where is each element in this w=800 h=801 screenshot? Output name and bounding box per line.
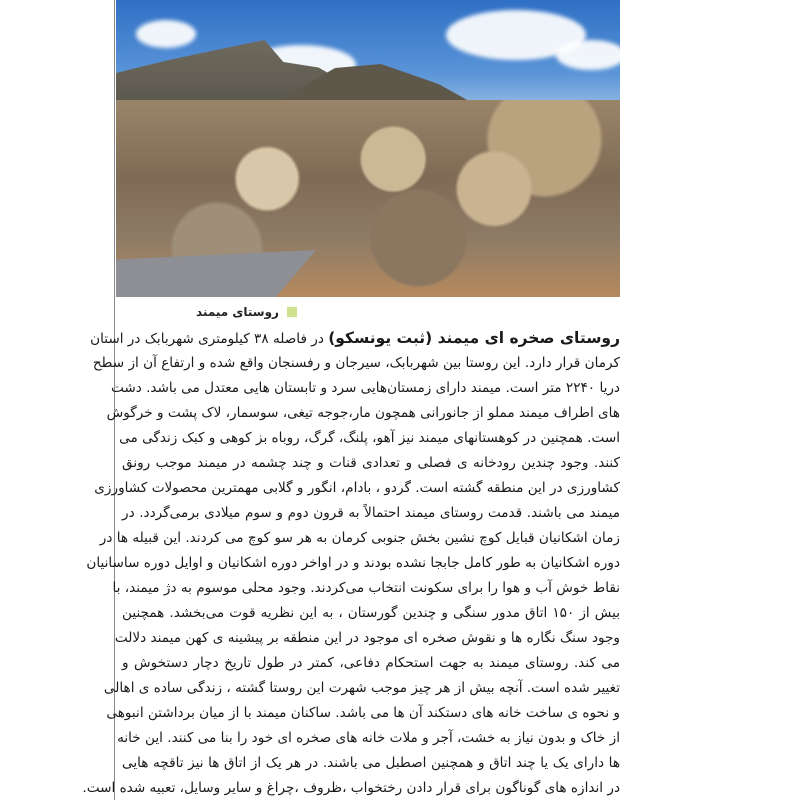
- text-line: و نحوه ی ساخت خانه های دستکند آن ها می باشد. ساکنان میمند با از میان برداشتن انبوهی: [106, 705, 620, 721]
- text-line: است. همچنین در کوهستانهای میمند نیز آهو، پلنگ، گرگ، روباه بز کوهی و کبک زندگی می: [119, 430, 620, 446]
- text-line: از خاک و بدون نیاز به خشت، آجر و ملات خانه های صخره ای خود را بنا می کنند. این خانه: [117, 730, 620, 746]
- text-line: بیش از ۱۵۰ اتاق مدور سنگی و چندین گورستان ، به این نظریه قوت می‌بخشد. همچنین: [122, 605, 620, 621]
- text-line: [90, 326, 620, 351]
- article-body: [82, 326, 620, 801]
- text-line: های اطراف میمند مملو از جانورانی همچون مار،جوجه تیغی، سوسمار، لاک پشت و خرگوش: [106, 405, 620, 421]
- text-span: در فاصله ۳۸ کیلومتری شهربابک در استان: [90, 331, 329, 347]
- caption-text: روستای میمند: [196, 305, 279, 319]
- text-line: نقاط خوش آب و هوا را برای سکونت انتخاب می‌کردند. وجود محلی موسوم به دژ میمند، با: [112, 580, 620, 596]
- text-line: کنند. وجود چندین رودخانه ی فصلی و تعدادی قنات و چند چشمه در میمند موجب رونق: [122, 455, 620, 471]
- text-line: تغییر شده است. آنچه بیش از هر چیز موجب شهرت این روستا گشته ، زندگی ساده ی اهالی: [103, 680, 620, 696]
- text-line: دریا ۲۲۴۰ متر است. میمند دارای زمستان‌هایی سرد و تابستان هایی معتدل می باشد. دشت: [110, 380, 620, 396]
- text-line: کرمان قرار دارد. این روستا بین شهربابک، سیرجان و رفسنجان واقع شده و ارتفاع آن از سطح: [92, 355, 620, 371]
- text-line: می کند. روستای میمند به جهت استحکام دفاعی، کمتر در طول تاریخ دچار دستخوش و: [122, 655, 620, 671]
- text-line: دوره اشکانیان به طور کامل جابجا نشده بودند و در اواخر دوره اشکانیان و اوایل دوره ساسانیان: [86, 555, 620, 571]
- text-line: کشاورزی در این منطقه گشته است. گردو ، بادام، انگور و گلابی مهمترین محصولات کشاورزی: [94, 480, 620, 496]
- meymand-village-photo: [116, 0, 620, 297]
- caption-square-marker: [287, 307, 297, 317]
- text-line: وجود سنگ نگاره ها و نقوش صخره ای موجود در این منطقه بر پیشینه ی کهن میمند دلالت: [114, 630, 620, 646]
- text-line: ها دارای یک یا چند اتاق و همچنین اصطبل می باشند. در هر یک از اتاق ها نیز تاقچه هایی: [122, 755, 620, 771]
- text-line: زمان اشکانیان قبایل کوچ نشین بخش جنوبی کرمان به هر سو کوچ می کردند. این قبیله ها در: [99, 530, 620, 546]
- article-heading: روستای صخره ای میمند (ثبت یونسکو): [328, 329, 620, 347]
- photo-caption: [196, 305, 297, 319]
- text-line: میمند می باشند. قدمت روستای میمند احتمالاً به قرون دوم و سوم میلادی برمی‌گردد. در: [122, 505, 620, 521]
- text-line: در اندازه های گوناگون برای قرار دادن رختخواب ،ظروف ،چراغ و سایر وسایل، تعبیه شده است.: [82, 780, 620, 796]
